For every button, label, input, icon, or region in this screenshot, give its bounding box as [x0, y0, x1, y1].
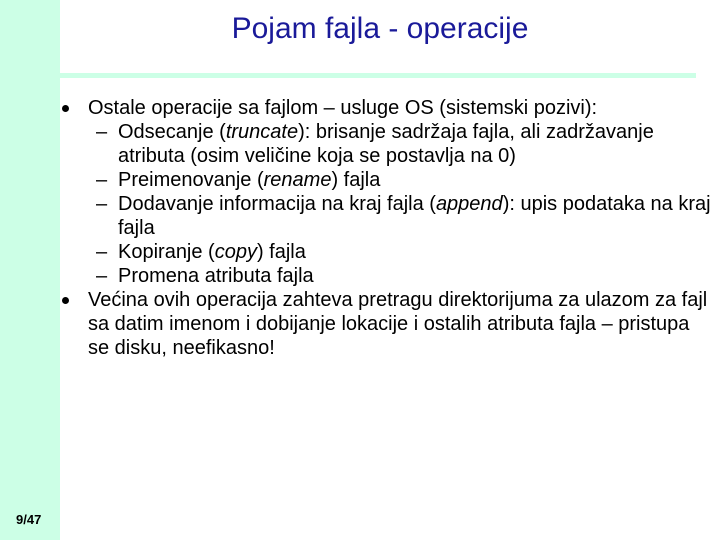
- bullet-item: [62, 288, 712, 360]
- bullet-item: [62, 96, 712, 120]
- sub-bullet-text: Promena atributa fajla: [118, 265, 314, 287]
- sub-bullet-item: [62, 264, 712, 288]
- slide-content: [62, 96, 712, 360]
- term: copy: [214, 241, 257, 263]
- page-number: 9/47: [16, 512, 42, 527]
- bullet-text: Ostale operacije sa fajlom – usluge OS (sistemski pozivi):: [88, 97, 598, 119]
- sub-bullet-text: Dodavanje informacija na kraj fajla (append): upis podataka na kraj fajla: [118, 193, 711, 239]
- term: truncate: [225, 121, 299, 143]
- title-underline: [60, 73, 696, 78]
- dash-icon: –: [96, 169, 108, 191]
- sub-bullet-text: Odsecanje (truncate): brisanje sadržaja fajla, ali zadržavanje atributa (osim veličine koja se postavlja na 0): [118, 121, 654, 167]
- dash-icon: –: [96, 121, 108, 143]
- sub-bullet-item: [62, 192, 712, 240]
- term: rename: [263, 169, 332, 191]
- dash-icon: –: [96, 193, 108, 215]
- left-accent-bar: [0, 0, 60, 540]
- sub-bullet-item: [62, 120, 712, 168]
- bullet-dot-icon: [62, 297, 69, 304]
- sub-bullet-item: [62, 240, 712, 264]
- sub-bullet-text: Kopiranje (copy) fajla: [118, 241, 306, 263]
- bullet-text: Većina ovih operacija zahteva pretragu direktorijuma za ulazom za fajl sa datim imenom i dobijanje lokacije i ostalih atributa fajla – pristupa se disku, neefikasno!: [88, 289, 708, 359]
- sub-bullet-text: Preimenovanje (rename) fajla: [118, 169, 381, 191]
- term: append: [435, 193, 503, 215]
- dash-icon: –: [96, 241, 108, 263]
- dash-icon: –: [96, 265, 108, 287]
- sub-bullet-item: [62, 168, 712, 192]
- slide-title: Pojam fajla - operacije: [231, 12, 529, 45]
- bullet-dot-icon: [62, 105, 69, 112]
